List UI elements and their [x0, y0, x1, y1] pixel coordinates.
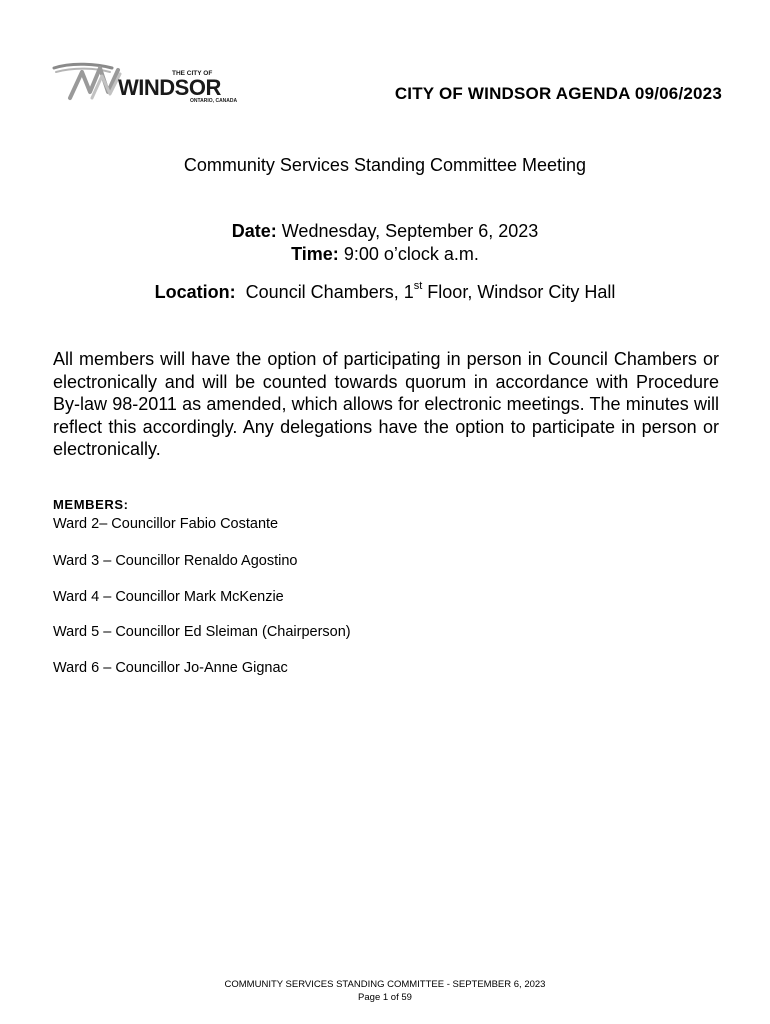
footer-title: COMMUNITY SERVICES STANDING COMMITTEE - SEPTEMBER 6, 2023 — [224, 979, 546, 990]
agenda-header-title: CITY OF WINDSOR AGENDA 09/06/2023 — [394, 84, 722, 103]
participation-notice: All members will have the option of participating in person in Council Chambers or electronically and will be counted towards quorum in accordance with Procedure By-law 98-2011 as amended, which allows for electronic meetings. The minutes will reflect this accordingly. Any delegations have the option to participate in person or electronically. — [53, 349, 719, 459]
logo-line2: ONTARIO, CANADA — [190, 98, 238, 104]
members-heading: MEMBERS: — [53, 497, 129, 512]
member-item: Ward 5 – Councillor Ed Sleiman (Chairperson) — [53, 624, 351, 640]
meeting-location — [0, 282, 770, 303]
time-label: Time: — [291, 244, 339, 264]
member-item: Ward 4 – Councillor Mark McKenzie — [53, 589, 284, 605]
time-value: 9:00 o’clock a.m. — [343, 244, 479, 264]
member-item: Ward 2– Councillor Fabio Costante — [53, 516, 279, 532]
location-value: Council Chambers, 1st Floor, Windsor City Hall — [245, 280, 616, 302]
meeting-time — [0, 244, 770, 265]
meeting-date — [0, 221, 770, 242]
member-item: Ward 3 – Councillor Renaldo Agostino — [53, 553, 298, 569]
meeting-title: Community Services Standing Committee Meeting — [183, 155, 587, 175]
city-of-windsor-logo — [52, 58, 257, 108]
date-label: Date: — [231, 221, 277, 241]
member-item: Ward 6 – Councillor Jo-Anne Gignac — [53, 660, 288, 676]
location-label: Location: — [154, 282, 236, 302]
logo-line1: THE CITY OF — [172, 70, 213, 77]
footer-page-number: Page 1 of 59 — [358, 992, 412, 1003]
date-value: Wednesday, September 6, 2023 — [281, 221, 539, 241]
logo-wordmark: WINDSOR — [118, 75, 221, 100]
